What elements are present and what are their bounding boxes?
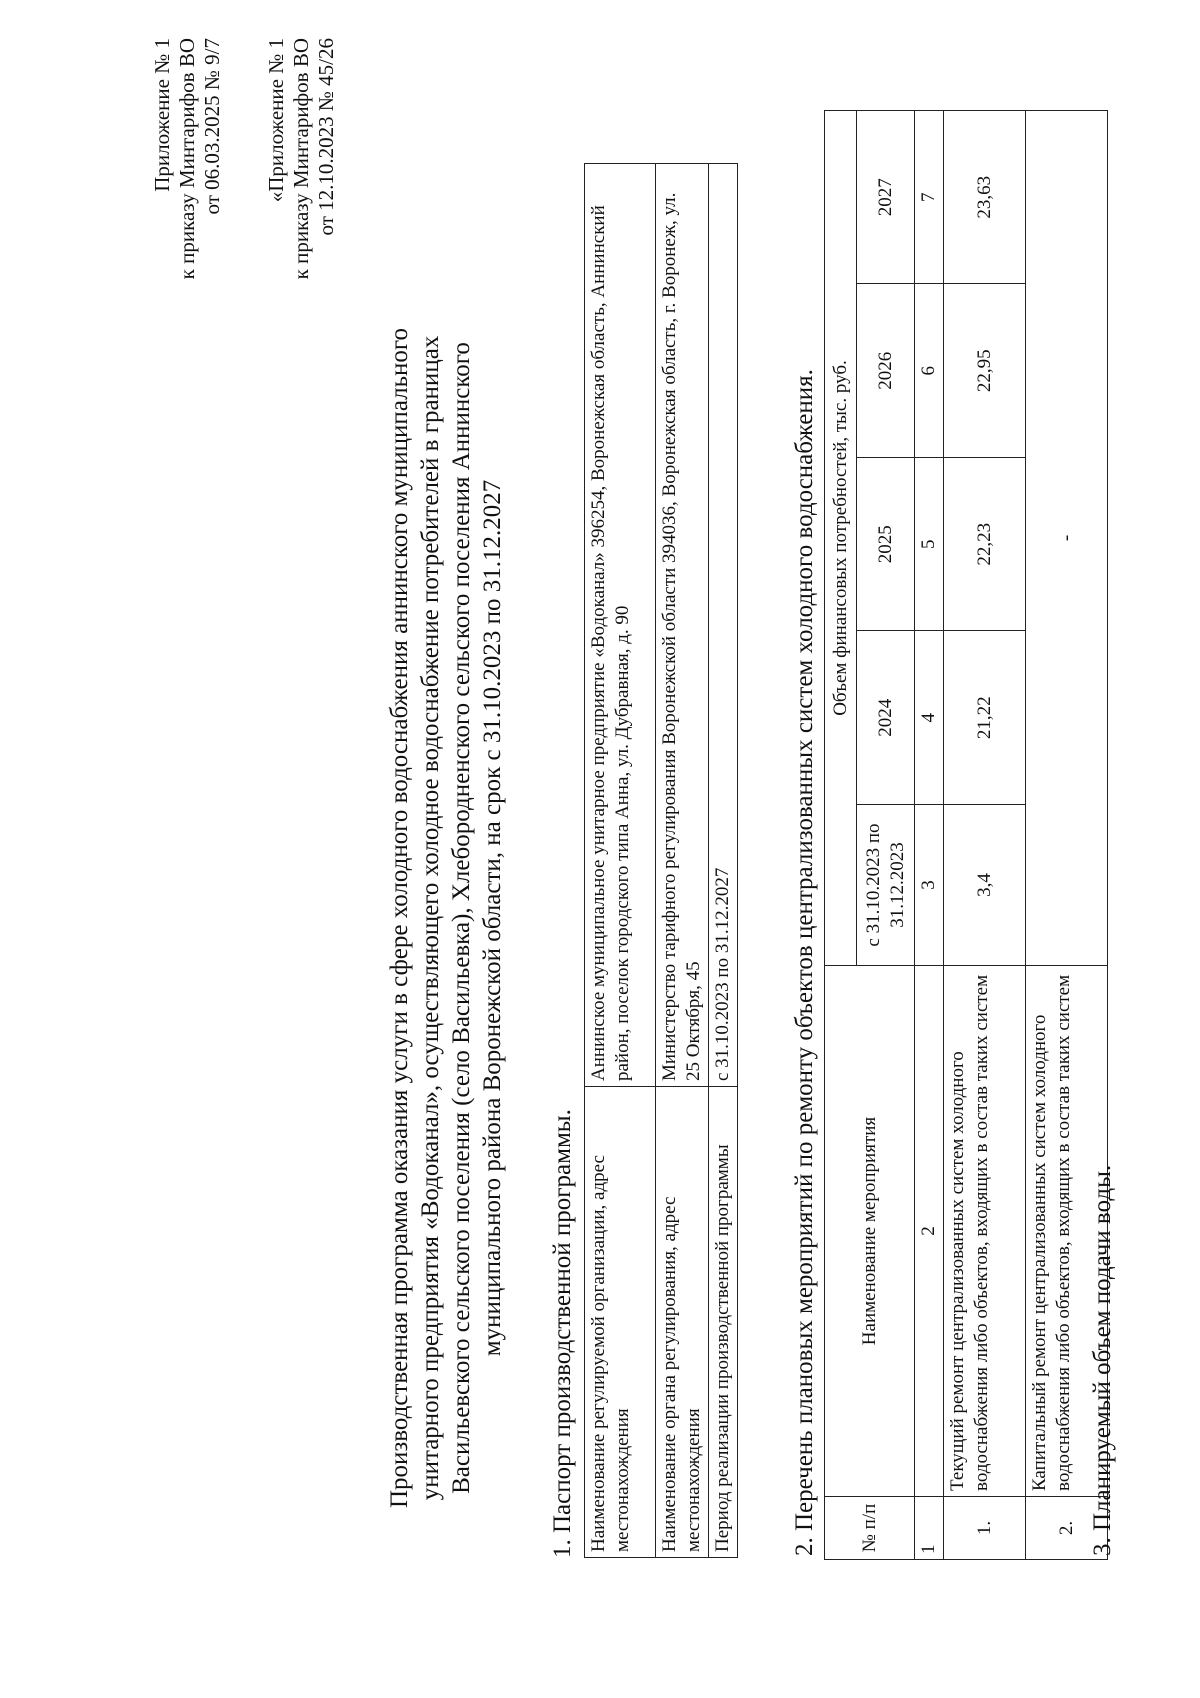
annex-previous-line1: «Приложение № 1 [264,38,288,203]
table-row [656,164,709,1558]
passport-value: Министерство тарифного регулирования Воронежской области 394036, Воронежская область, г. Воронеж, ул. 25 Октября, 45 [656,164,709,1087]
annex-previous [264,38,339,318]
passport-value: Аннинское муниципальное унитарное предприятие «Водоканал» 396254, Воронежская область, Аннинский район, поселок городского типа Анна, ул. Дубравная, д. 90 [585,164,656,1087]
annex-current [150,38,225,318]
passport-table [584,163,738,1558]
header-period: 2025 [857,458,915,632]
title-line: унитарного предприятия «Водоканал», осуществляющего холодное водоснабжение потребителей в границах [417,335,444,1501]
annex-current-line1: Приложение № 1 [150,38,174,192]
annex-previous-line3: от 12.10.2023 № 45/26 [314,38,338,236]
section1-heading: 1. Паспорт производственной программы. [549,1109,576,1558]
passport-label: Наименование регулируемой организации, адрес местонахождения [585,1087,656,1558]
header-name: Наименование мероприятия [825,966,915,1497]
column-number: 3 [915,805,944,966]
header-volume: Объем финансовых потребностей, тыс. руб. [825,111,857,966]
row-value: 22,23 [944,458,1026,632]
annex-previous-line2: к приказу Минтарифов ВО [289,38,313,280]
row-name: Капитальный ремонт централизованных систем холодного водоснабжения либо объектов, входящих в состав таких систем [1026,966,1108,1497]
header-period: с 31.10.2023 по 31.12.2023 [857,805,915,966]
document-title [384,268,508,1568]
title-line: муниципального района Воронежской области, на срок с 31.10.2023 по 31.12.2027 [479,479,506,1357]
row-num: 2. [1026,1497,1108,1560]
passport-value: с 31.10.2023 по 31.12.2027 [709,164,738,1087]
header-num: № п/п [825,1497,915,1560]
row-dash: - [1026,111,1108,966]
annex-current-line2: к приказу Минтарифов ВО [175,38,199,280]
header-period: 2027 [857,111,915,285]
passport-label: Период реализации производственной программы [709,1087,738,1558]
column-number: 2 [915,966,944,1497]
column-number: 5 [915,458,944,632]
table-row [944,111,1026,1560]
annex-current-line3: от 06.03.2025 № 9/7 [200,38,224,215]
passport-label: Наименование органа регулирования, адрес местонахождения [656,1087,709,1558]
row-value: 3,4 [944,805,1026,966]
row-value: 23,63 [944,111,1026,285]
title-line: Васильевского сельского поселения (село Васильевка), Хлебородненского сельского поселения Аннинского [448,342,475,1494]
header-period: 2026 [857,284,915,458]
title-line: Производственная программа оказания услуги в сфере холодного водоснабжения аннинского муниципального [386,327,413,1509]
column-number: 6 [915,284,944,458]
row-num: 1. [944,1497,1026,1560]
row-value: 22,95 [944,284,1026,458]
row-name: Текущий ремонт централизованных систем холодного водоснабжения либо объектов, входящих в состав таких систем [944,966,1026,1497]
table-row [709,164,738,1558]
header-period: 2024 [857,631,915,805]
section2-heading: 2. Перечень плановых мероприятий по ремонту объектов централизованных систем холодного водоснабжения. [791,369,818,1556]
column-number: 4 [915,631,944,805]
column-number: 1 [915,1497,944,1560]
section3-heading: 3. Планируемый объем подачи воды. [1089,1164,1116,1556]
repair-table [824,110,1108,1560]
table-row [915,111,944,1560]
column-number: 7 [915,111,944,285]
table-row [585,164,656,1558]
row-value: 21,22 [944,631,1026,805]
table-row [825,111,857,1560]
